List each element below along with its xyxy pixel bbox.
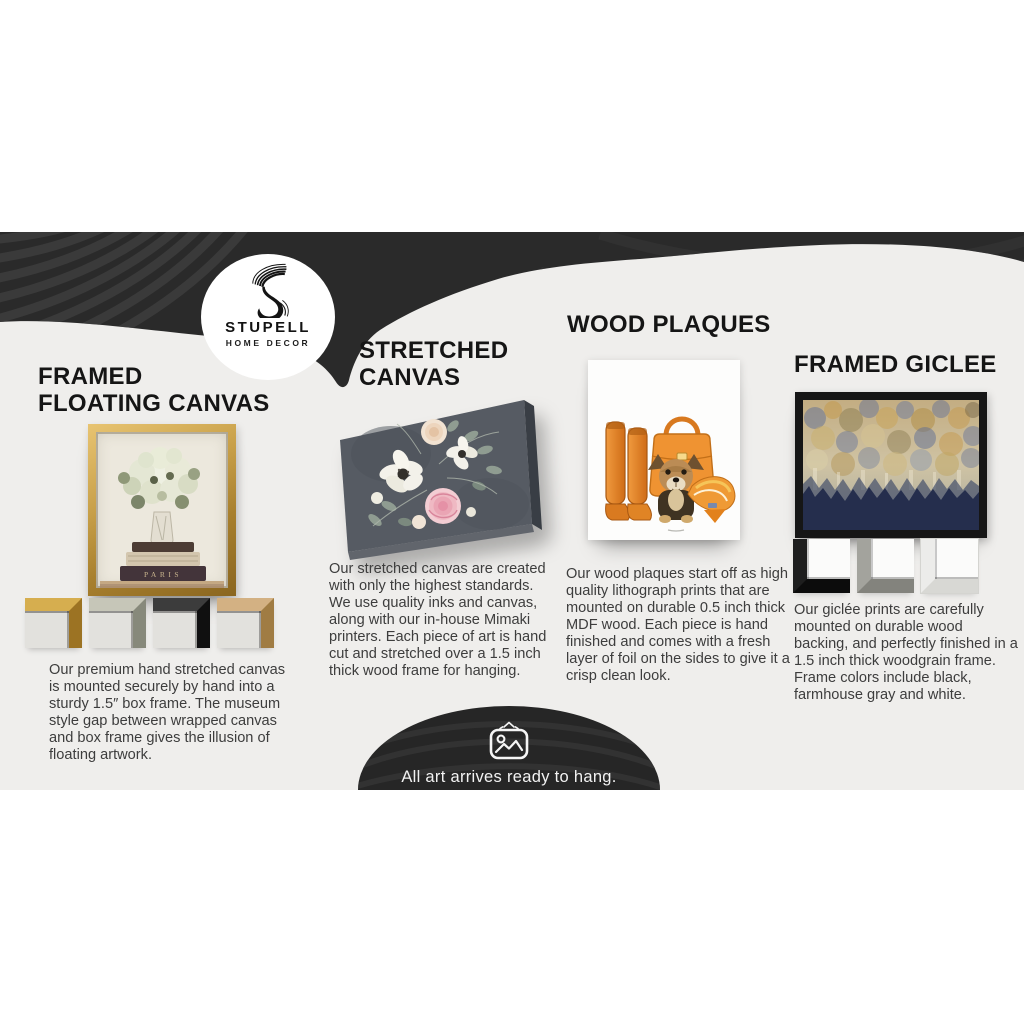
artwork-framed-giclee	[795, 392, 987, 538]
section-description-stretched-canvas: Our stretched canvas are created with only the highest standards. We use quality inks and canvas, along with our in-house Mimaki printers. Each piece of art is hand cut and stretched over a 1.5 inch thick wood frame for hanging.	[329, 561, 547, 680]
hydrangea-bouquet	[118, 447, 200, 509]
giclee-frame-swatch-white	[921, 539, 978, 593]
floral-paris-books-art	[96, 432, 228, 588]
artwork-framed-floating-canvas	[88, 424, 236, 596]
giclee-frame-swatch-gray	[857, 539, 914, 593]
brand-tagline: HOME DECOR	[225, 338, 311, 348]
yorkie-orange-accessories-art	[588, 360, 740, 540]
abstract-gold-navy-art	[803, 400, 979, 530]
cream-rose	[421, 419, 447, 445]
orange-boots	[606, 422, 652, 520]
brand-logo	[201, 254, 335, 380]
section-title-stretched-canvas: STRETCHED CANVAS	[359, 337, 509, 391]
footer-message: All art arrives ready to hang.	[401, 768, 617, 786]
section-description-framed-giclee: Our giclée prints are carefully mounted on durable wood backing, and perfectly finished in a 1.5 inch thick woodgrain frame. Frame colors include black, farmhouse gray and white.	[794, 602, 1018, 704]
book-spine-label: PARIS	[143, 570, 183, 579]
frame-swatch-tan	[217, 598, 274, 648]
frame-swatch-gold	[25, 598, 82, 648]
pink-rose	[425, 488, 461, 524]
orange-scarf	[688, 477, 735, 523]
brand-name: STUPELL	[225, 319, 311, 336]
section-title-framed-floating-canvas: FRAMED FLOATING CANVAS	[38, 363, 270, 417]
section-title-wood-plaques: WOOD PLAQUES	[567, 311, 771, 338]
artwork-wood-plaque	[588, 360, 740, 540]
section-title-framed-giclee: FRAMED GICLEE	[794, 351, 997, 378]
giclee-frame-swatch-black	[793, 539, 850, 593]
book-stack	[100, 542, 224, 588]
artist-signature	[668, 530, 684, 531]
stupell-swirl-s-icon	[242, 262, 294, 318]
framed-art-icon	[485, 720, 533, 764]
glass-vase	[151, 512, 173, 545]
section-description-framed-floating-canvas: Our premium hand stretched canvas is mounted securely by hand into a sturdy 1.5″ box frame. The museum style gap between wrapped canvas and box frame gives the illusion of floating artwork.	[49, 662, 286, 764]
artwork-stretched-canvas	[331, 394, 547, 566]
section-description-wood-plaques: Our wood plaques start off as high quality lithograph prints that are mounted on durable 0.5 inch thick MDF wood. Each piece is hand finished and comes with a fresh layer of foil on the sides to give it a crisp clean look.	[566, 566, 790, 685]
frame-swatch-black	[153, 598, 210, 648]
frame-swatch-pewter	[89, 598, 146, 648]
footer-dome	[358, 706, 660, 790]
